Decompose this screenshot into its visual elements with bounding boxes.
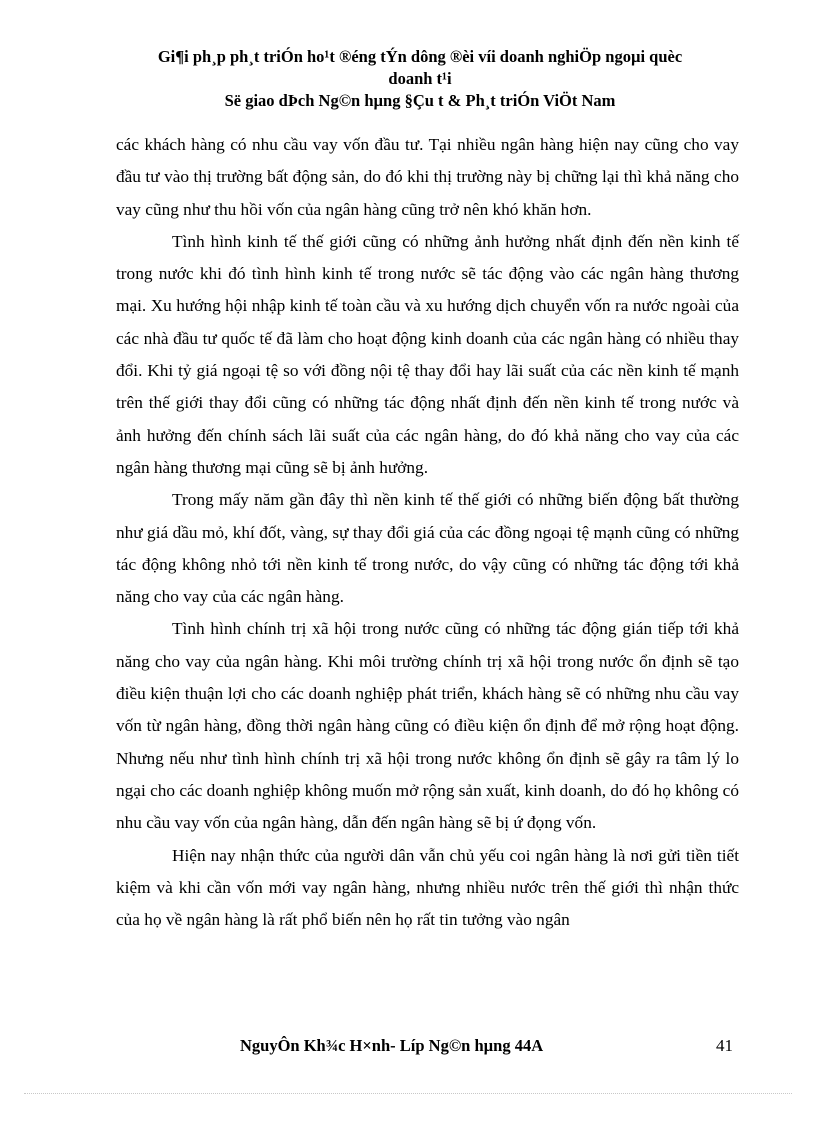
header-title-line-3: Së giao dÞch Ng©n hµng §Çu t & Ph¸t triÓn ViÖt Nam xyxy=(224,91,616,110)
page-number: 41 xyxy=(716,1036,733,1055)
paragraph-public-awareness: Hiện nay nhận thức của người dân vẫn chủ yếu coi ngân hàng là nơi gửi tiền tiết kiệm và khi cần vốn mới vay ngân hàng, nhưng nhiều nước trên thế giới thì nhận thức của họ về ngân hàng là rất phổ biến nên họ rất tin tưởng vào ngân xyxy=(116,845,739,930)
paragraph-world-economy: Tình hình kinh tế thế giới cũng có những ảnh hưởng nhất định đến nền kinh tế trong nước khi đó tình hình kinh tế trong nước sẽ tác động vào các ngân hàng thương mại. Xu hướng hội nhập kinh tế toàn cầu và xu hướng dịch chuyển vốn ra nước ngoài của các nhà đầu tư quốc tế đã làm cho hoạt động kinh doanh của các ngân hàng có nhiều thay đổi. Khi tỷ giá ngoại tệ so với đồng nội tệ thay đổi hay lãi suất của các nền kinh tế mạnh trên thế giới thay đổi cũng có những tác động nhất định đến nền kinh tế trong nước và ảnh hưởng đến chính sách lãi suất của các ngân hàng, do đó khả năng cho vay của các ngân hàng thương mại cũng sẽ bị ảnh hưởng. xyxy=(116,231,739,477)
paragraph-continued: các khách hàng có nhu cầu vay vốn đầu tư. Tại nhiều ngân hàng hiện nay cũng cho vay đầu tư vào thị trường bất động sản, do đó khi thị trường này bị chững lại thì khả năng cho vay cũng như thu hồi vốn của ngân hàng cũng trở nên khó khăn hơn. xyxy=(116,135,739,219)
footer-author: NguyÔn Kh¾c H×nh- Líp Ng©n hµng 44A xyxy=(240,1036,544,1055)
paragraph-market-volatility: Trong mấy năm gần đây thì nền kinh tế thế giới có những biến động bất thường như giá dầu mỏ, khí đốt, vàng, sự thay đổi giá của các đồng ngoại tệ mạnh cũng có những tác động không nhỏ tới nền kinh tế trong nước, do vậy cũng có những tác động tới khả năng cho vay của các ngân hàng. xyxy=(116,490,739,607)
header-title-line-1: Gi¶i ph¸p ph¸t triÓn ho¹t ®éng tÝn dông ®èi víi doanh nghiÖp ngoµi quèc xyxy=(157,47,683,66)
header-title-line-2: doanh t¹i xyxy=(388,69,452,88)
page-boundary-divider xyxy=(24,1093,792,1094)
paragraph-political-situation: Tình hình chính trị xã hội trong nước cũng có những tác động gián tiếp tới khả năng cho vay của ngân hàng. Khi môi trường chính trị xã hội trong nước ổn định sẽ tạo điều kiện thuận lợi cho các doanh nghiệp phát triển, khách hàng sẽ có những nhu cầu vay vốn từ ngân hàng, đồng thời ngân hàng cũng có điều kiện ổn định để mở rộng hoạt động. Nhưng nếu như tình hình chính trị xã hội trong nước không ổn định sẽ gây ra tâm lý lo ngại cho các doanh nghiệp không muốn mở rộng sản xuất, kinh doanh, do đó họ không có nhu cầu vay vốn của ngân hàng, dẫn đến ngân hàng sẽ bị ứ đọng vốn. xyxy=(116,619,739,833)
document-body xyxy=(116,129,739,936)
running-header xyxy=(100,46,740,112)
